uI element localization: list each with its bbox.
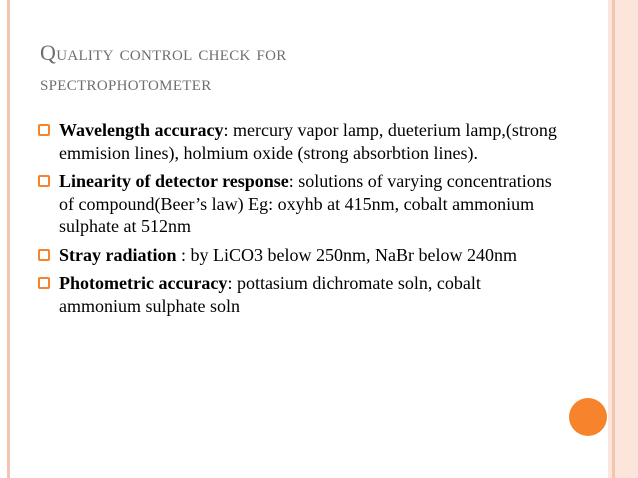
- bullet-text: : pottasium dichromate soln, cobalt ammonium sulphate soln: [59, 273, 481, 316]
- left-border-line: [7, 0, 10, 478]
- bullet-square-icon: [38, 124, 50, 136]
- bullet-term: Wavelength accuracy: [59, 120, 224, 140]
- bullet-square-icon: [38, 277, 50, 289]
- bullet-square-icon: [38, 175, 50, 187]
- bullet-list: [37, 119, 557, 323]
- bullet-text: : solutions of varying concentrations of compound(Beer’s law) Eg: oxyhb at 415nm, cobalt ammonium sulphate at 512nm: [59, 171, 552, 236]
- bullet-item-wavelength-accuracy: [37, 119, 557, 164]
- bullet-term: Photometric accuracy: [59, 273, 228, 293]
- bullet-text: : by LiCO3 below 250nm, NaBr below 240nm: [176, 244, 517, 265]
- bullet-item-linearity: [37, 170, 557, 238]
- bullet-item-photometric-accuracy: [37, 272, 557, 317]
- slide-title-line-2: spectrophotometer: [40, 70, 212, 95]
- bullet-square-icon: [38, 249, 50, 261]
- bullet-item-stray-radiation: [37, 244, 557, 267]
- orange-circle-decoration: [569, 398, 607, 436]
- slide-title: [40, 38, 520, 98]
- bullet-term: Stray radiation: [59, 244, 177, 265]
- bullet-text: : mercury vapor lamp, dueterium lamp,(strong emmision lines), holmium oxide (strong absorbtion lines).: [59, 120, 557, 163]
- right-border-line: [612, 0, 615, 478]
- bullet-term: Linearity of detector response: [59, 171, 289, 191]
- slide-title-line-1: Quality control check for: [40, 40, 287, 65]
